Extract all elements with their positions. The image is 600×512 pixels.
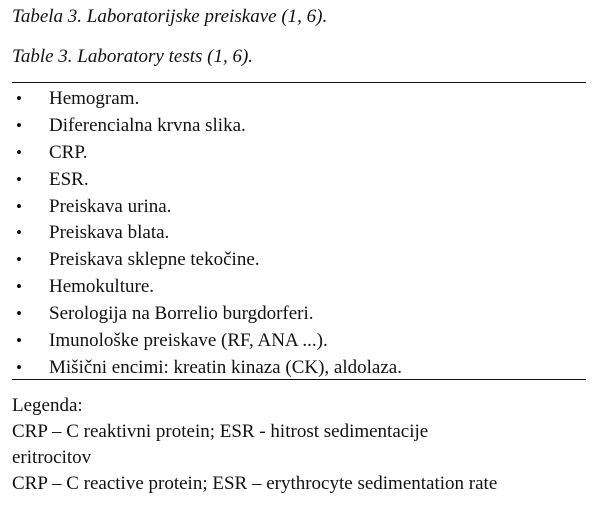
bullet-icon: • [16,277,22,297]
bullet-icon: • [16,89,22,108]
legend-slovenian-line-1: CRP – C reaktivni protein; ESR - hitrost sedimentacije [12,421,429,442]
test-name: CRP. [49,141,88,163]
test-name: Preiskava blata. [49,222,170,244]
list-item [0,274,600,301]
table-caption-slovenian: Tabela 3. Laboratorijske preiskave (1, 6). [12,6,328,27]
test-name: Imunološke preiskave (RF, ANA ...). [49,330,328,352]
bullet-icon: • [16,196,22,216]
table-top-rule [12,82,586,83]
test-name: Hemogram. [49,88,140,109]
bullet-icon: • [16,142,22,162]
bullet-icon: • [16,331,22,351]
list-item [0,140,600,167]
legend-english: CRP – C reactive protein; ESR – erythrocyte sedimentation rate [12,473,498,494]
bullet-icon: • [16,169,22,189]
test-name: Serologija na Borrelio burgdorferi. [49,303,314,325]
list-item [0,86,600,113]
list-item [0,301,600,328]
legend-slovenian-line-2: eritrocitov [12,447,92,468]
bullet-icon: • [16,223,22,243]
test-name: Diferencialna krvna slika. [49,114,246,136]
list-item [0,167,600,194]
legend-title: Legenda: [12,395,83,416]
bullet-icon: • [16,115,22,135]
table-caption-english: Table 3. Laboratory tests (1, 6). [12,46,254,67]
list-item [0,328,600,355]
list-item [0,220,600,247]
test-name: Mišični encimi: kreatin kinaza (CK), aldolaza. [49,356,402,378]
bullet-icon: • [16,250,22,270]
table-bottom-rule [12,379,586,380]
test-name: Preiskava sklepne tekočine. [49,249,260,271]
list-item [0,113,600,140]
list-item [0,355,600,382]
test-name: Preiskava urina. [49,195,172,217]
list-item [0,247,600,274]
test-name: Hemokulture. [49,276,155,298]
bullet-icon: • [16,357,22,377]
legend [12,393,592,497]
test-name: ESR. [49,168,89,190]
list-item [0,194,600,221]
laboratory-tests-list [0,86,600,382]
bullet-icon: • [16,304,22,324]
